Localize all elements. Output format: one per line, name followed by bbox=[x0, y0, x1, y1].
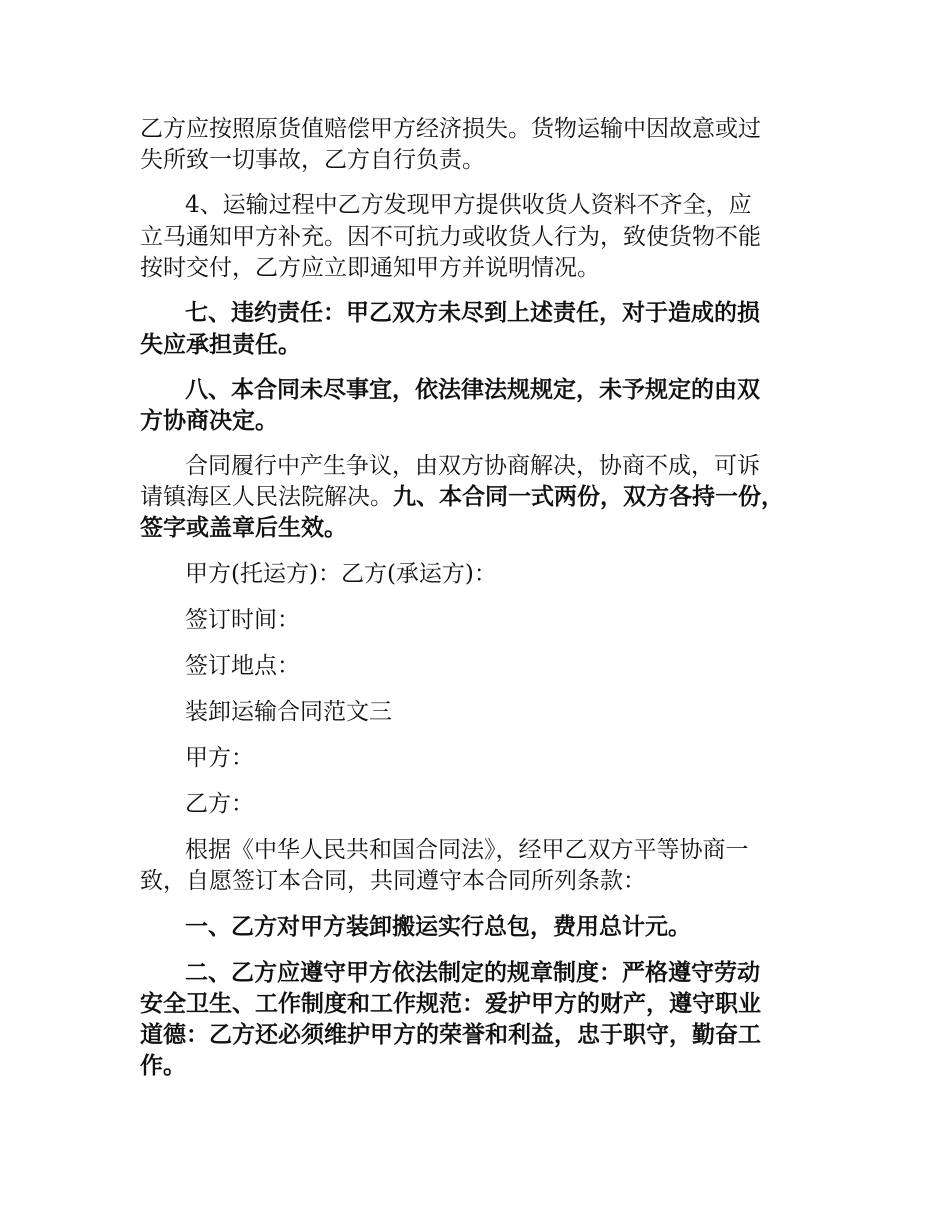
clause-text: 作。 bbox=[140, 1052, 186, 1079]
sign-place: 签订地点： bbox=[185, 653, 300, 679]
paragraph-line: 按时交付，乙方应立即通知甲方并说明情况。 bbox=[140, 255, 600, 281]
paragraph-line: 致，自愿签订本合同，共同遵守本合同所列条款： bbox=[140, 868, 646, 894]
clause-heading: 二、乙方应遵守甲方依法制定的规章制度：严格遵守劳动 bbox=[185, 959, 760, 986]
clause-heading: 九、本合同一式两份，双方各持一份， bbox=[393, 483, 784, 510]
paragraph-text: 请镇海区人民法院解决。 bbox=[140, 484, 393, 510]
clause-heading: 八、本合同未尽事宜，依法律法规规定，未予规定的由双 bbox=[185, 376, 760, 403]
paragraph-line: 立马通知甲方补充。因不可抗力或收货人行为，致使货物不能 bbox=[140, 224, 761, 250]
paragraph-line bbox=[140, 482, 950, 512]
paragraph-line: 合同履行中产生争议，由双方协商解决，协商不成，可诉 bbox=[185, 453, 760, 479]
clause-heading: 七、违约责任：甲乙双方未尽到上述责任，对于造成的损 bbox=[185, 299, 760, 326]
paragraph-line: 根据《中华人民共和国合同法》，经甲乙双方平等协商一 bbox=[185, 837, 749, 863]
clause-text: 道德：乙方还必须维护甲方的荣誉和利益，忠于职守，勤奋工 bbox=[140, 1021, 761, 1048]
paragraph-line: 乙方应按照原货值赔偿甲方经济损失。货物运输中因故意或过 bbox=[140, 116, 761, 142]
clause-heading: 一、乙方对甲方装卸搬运实行总包，费用总计元。 bbox=[185, 913, 691, 940]
sign-time: 签订时间： bbox=[185, 607, 300, 633]
paragraph-line: 失所致一切事故，乙方自行负责。 bbox=[140, 147, 485, 173]
party-a: 甲方： bbox=[185, 745, 254, 771]
paragraph-line: 4、运输过程中乙方发现甲方提供收货人资料不齐全，应 bbox=[185, 192, 752, 218]
party-line: 甲方(托运方)：乙方(承运方)： bbox=[185, 561, 497, 587]
clause-heading: 方协商决定。 bbox=[140, 407, 278, 434]
clause-heading: 失应承担责任。 bbox=[140, 331, 301, 358]
party-b: 乙方： bbox=[185, 791, 254, 817]
clause-text: 安全卫生、工作制度和工作规范：爱护甲方的财产，遵守职业 bbox=[140, 990, 761, 1017]
clause-heading: 签字或盖章后生效。 bbox=[140, 514, 347, 541]
section-title: 装卸运输合同范文三 bbox=[185, 699, 392, 725]
